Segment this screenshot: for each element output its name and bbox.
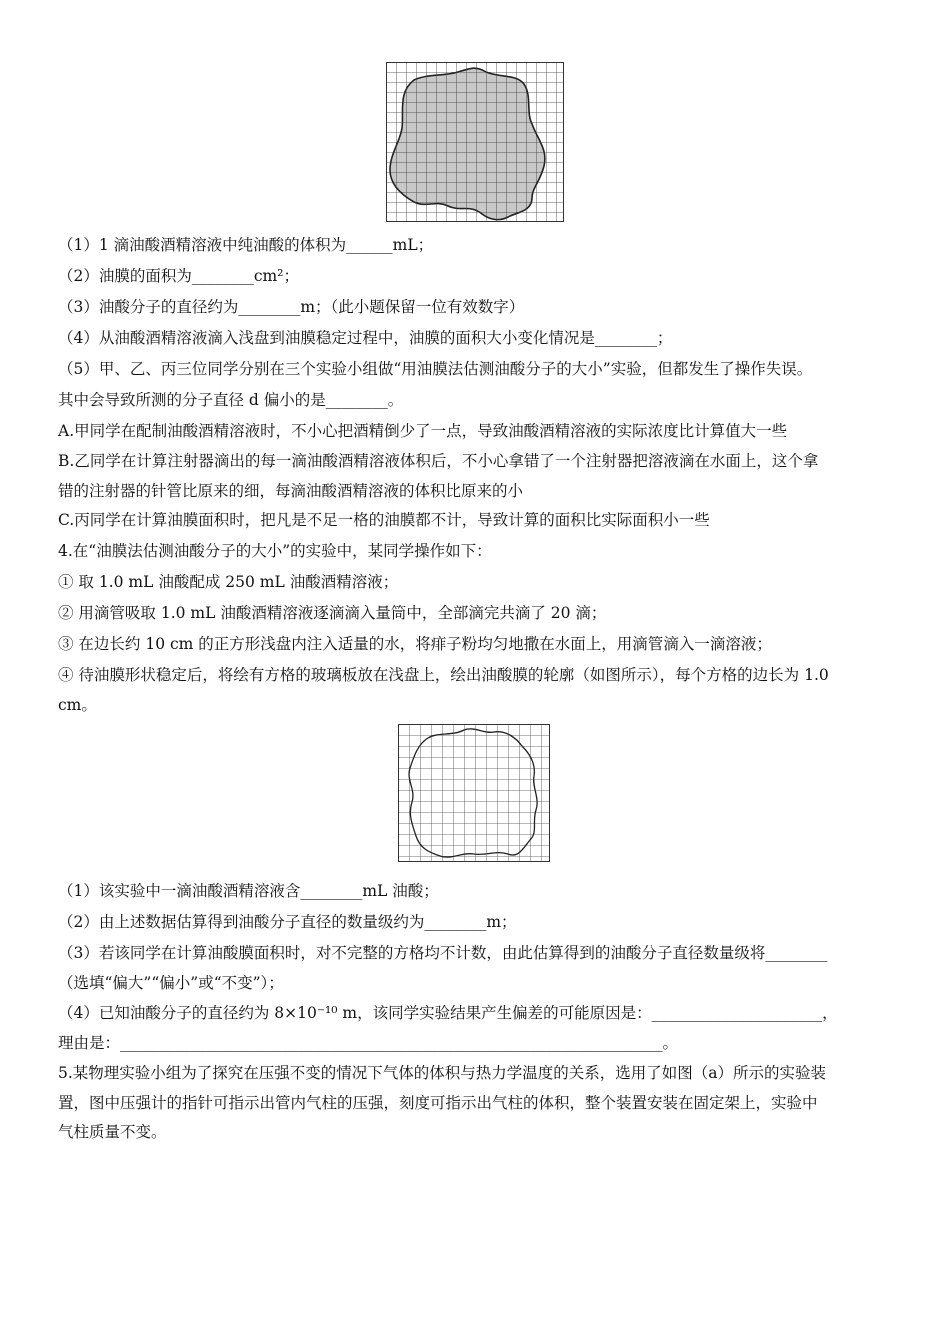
s4-step-1: ① 取 1.0 mL 油酸配成 250 mL 油酸酒精溶液； xyxy=(58,573,399,591)
s3-question-5-line1: （5）甲、乙、丙三位同学分别在三个实验小组做“用油膜法估测油酸分子的大小”实验，但都发生了操作失误。 xyxy=(58,360,813,378)
s4-intro: 4.在“油膜法估测油酸分子的大小”的实验中，某同学操作如下： xyxy=(58,542,492,560)
s3-question-5-line2: 其中会导致所测的分子直径 d 偏小的是________。 xyxy=(58,391,404,409)
s4-step-2: ② 用滴管吸取 1.0 mL 油酸酒精溶液逐滴滴入量筒中，全部滴完共滴了 20 滴； xyxy=(58,604,607,622)
s5-line-2: 置，图中压强计的指针可指示出管内气柱的压强，刻度可指示出气柱的体积，整个装置安装在固定架上，实验中 xyxy=(58,1094,818,1112)
oil-film-grid-figure-1 xyxy=(386,62,566,224)
s4-question-3-line1: （3）若该同学在计算油酸膜面积时，对不完整的方格均不计数，由此估算得到的油酸分子直径数量级将________ xyxy=(58,944,828,962)
s3-option-b-line1: B.乙同学在计算注射器滴出的每一滴油酸酒精溶液体积后，不小心拿错了一个注射器把溶液滴在水面上，这个拿 xyxy=(58,452,819,470)
s3-option-c: C.丙同学在计算油膜面积时，把凡是不足一格的油膜都不计，导致计算的面积比实际面积小一些 xyxy=(58,511,710,529)
s3-question-4: （4）从油酸酒精溶液滴入浅盘到油膜稳定过程中，油膜的面积大小变化情况是________； xyxy=(58,329,673,347)
s4-question-4-line1: （4）已知油酸分子的直径约为 8×10⁻¹⁰ m，该同学实验结果产生偏差的可能原因是：______________________， xyxy=(58,1004,838,1022)
s4-question-3-line2: （选填“偏大”“偏小”或“不变”）； xyxy=(58,974,284,992)
s4-question-2: （2）由上述数据估算得到油酸分子直径的数量级约为________m； xyxy=(58,913,517,931)
s4-step-4-line2: cm。 xyxy=(58,696,97,714)
s5-line-1: 5.某物理实验小组为了探究在压强不变的情况下气体的体积与热力学温度的关系，选用了如图（a）所示的实验装 xyxy=(58,1064,827,1082)
s4-step-4-line1: ④ 待油膜形状稳定后，将绘有方格的玻璃板放在浅盘上，绘出油酸膜的轮廓（如图所示），每个方格的边长为 1.0 xyxy=(58,666,829,684)
s3-option-b-line2: 错的注射器的针管比原来的细，每滴油酸酒精溶液的体积比原来的小 xyxy=(58,482,524,500)
s4-question-1: （1）该实验中一滴油酸酒精溶液含________mL 油酸； xyxy=(58,882,439,900)
s3-question-1: （1）1 滴油酸酒精溶液中纯油酸的体积为______mL； xyxy=(58,236,434,254)
oil-film-grid-figure-2 xyxy=(398,724,552,864)
s4-step-3: ③ 在边长约 10 cm 的正方形浅盘内注入适量的水，将痱子粉均匀地撒在水面上，用滴管滴入一滴溶液； xyxy=(58,635,772,653)
s3-option-a: A.甲同学在配制油酸酒精溶液时，不小心把酒精倒少了一点，导致油酸酒精溶液的实际浓度比计算值大一些 xyxy=(58,422,788,440)
s3-question-2: （2）油膜的面积为________cm²； xyxy=(58,267,299,285)
s5-line-3: 气柱质量不变。 xyxy=(58,1123,167,1141)
s4-question-4-line2: 理由是：______________________________________________________________________。 xyxy=(58,1034,679,1052)
s3-question-3: （3）油酸分子的直径约为________m；（此小题保留一位有效数字） xyxy=(58,298,525,316)
